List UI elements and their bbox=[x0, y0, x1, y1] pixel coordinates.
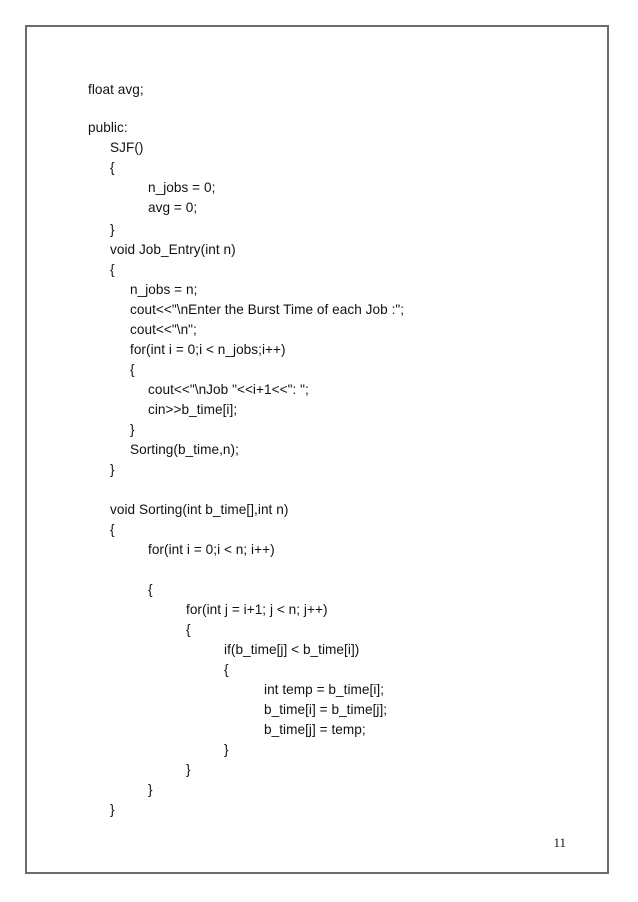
code-line: public: bbox=[88, 120, 128, 135]
code-line: cout<<"\nEnter the Burst Time of each Job :"; bbox=[130, 302, 405, 317]
code-line: { bbox=[224, 662, 229, 677]
code-line: { bbox=[186, 622, 191, 637]
code-line: n_jobs = 0; bbox=[148, 180, 216, 195]
code-line: float avg; bbox=[88, 82, 144, 97]
code-line: if(b_time[j] < b_time[i]) bbox=[224, 642, 360, 657]
code-line: { bbox=[148, 582, 153, 597]
code-line: } bbox=[148, 782, 153, 797]
code-line: void Sorting(int b_time[],int n) bbox=[110, 502, 289, 517]
code-line: } bbox=[110, 462, 115, 477]
code-line: avg = 0; bbox=[148, 200, 198, 215]
code-line: for(int i = 0;i < n_jobs;i++) bbox=[130, 342, 286, 357]
code-line: } bbox=[186, 762, 191, 777]
code-line: } bbox=[130, 422, 135, 437]
code-line: b_time[j] = temp; bbox=[264, 722, 366, 737]
code-line: for(int i = 0;i < n; i++) bbox=[148, 542, 275, 557]
code-line: { bbox=[110, 160, 115, 175]
code-line: cin>>b_time[i]; bbox=[148, 402, 238, 417]
code-line: } bbox=[110, 802, 115, 817]
code-line: Sorting(b_time,n); bbox=[130, 442, 239, 457]
code-line: { bbox=[110, 522, 115, 537]
code-line: } bbox=[224, 742, 229, 757]
code-line: } bbox=[110, 222, 115, 237]
code-line: { bbox=[110, 262, 115, 277]
page-number: 11 bbox=[553, 835, 566, 850]
code-line: cout<<"\nJob "<<i+1<<": "; bbox=[148, 382, 309, 397]
code-line: b_time[i] = b_time[j]; bbox=[264, 702, 388, 717]
code-line: SJF() bbox=[110, 140, 144, 155]
code-line: n_jobs = n; bbox=[130, 282, 198, 297]
code-line: for(int j = i+1; j < n; j++) bbox=[186, 602, 328, 617]
code-line: cout<<"\n"; bbox=[130, 322, 197, 337]
code-line: void Job_Entry(int n) bbox=[110, 242, 236, 257]
code-line: int temp = b_time[i]; bbox=[264, 682, 385, 697]
code-line: { bbox=[130, 362, 135, 377]
